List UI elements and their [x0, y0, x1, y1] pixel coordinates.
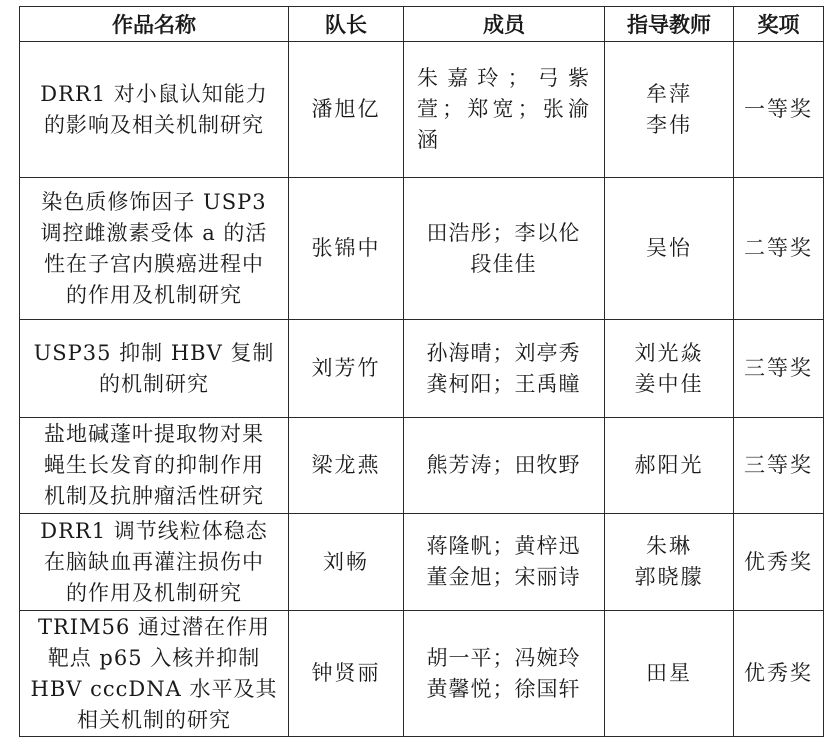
header-row — [20, 7, 824, 42]
members-line: 朱嘉玲；弓紫 — [417, 66, 590, 90]
work-title-line: 蝇生长发育的抑制作用 — [44, 453, 264, 477]
leader-cell: 刘芳竹 — [289, 320, 404, 418]
advisor-line: 姜中佳 — [634, 371, 704, 396]
leader-cell: 刘畅 — [289, 514, 404, 611]
members-cell — [404, 514, 605, 611]
work-title-line: 盐地碱蓬叶提取物对果 — [44, 422, 264, 446]
members-line: 蒋隆帆；黄梓迅 — [426, 534, 581, 558]
members-cell — [404, 418, 605, 514]
members-line: 黄馨悦；徐国轩 — [426, 676, 581, 701]
leader-cell: 钟贤丽 — [289, 611, 404, 737]
work-title-line: 靶点 p65 入核并抑制 — [47, 645, 261, 670]
table-row — [20, 42, 824, 178]
work-title-line: 机制及抗肿瘤活性研究 — [44, 484, 264, 508]
members-line: 萱；郑宽；张渝 — [417, 97, 590, 121]
table-row — [20, 418, 824, 514]
header-award: 奖项 — [734, 7, 824, 42]
awards-table — [19, 6, 824, 737]
advisor-cell — [605, 418, 734, 514]
leader-cell: 梁龙燕 — [289, 418, 404, 514]
members-line: 龚柯阳；王禹瞳 — [426, 371, 581, 396]
work-title-line: 的机制研究 — [99, 371, 209, 396]
award-cell: 三等奖 — [734, 418, 824, 514]
members-line: 董金旭；宋丽诗 — [426, 565, 581, 589]
work-title-cell — [20, 320, 289, 418]
advisor-line: 牟萍 — [646, 81, 692, 106]
advisor-line: 郝阳光 — [634, 453, 704, 477]
work-title-cell — [20, 178, 289, 320]
work-title-line: 在脑缺血再灌注损伤中 — [44, 549, 264, 574]
advisor-cell — [605, 611, 734, 737]
members-line: 段佳佳 — [470, 251, 537, 276]
advisor-cell — [605, 42, 734, 178]
award-cell: 优秀奖 — [734, 514, 824, 611]
award-cell: 三等奖 — [734, 320, 824, 418]
advisor-line: 吴怡 — [646, 236, 692, 260]
advisor-line: 田星 — [646, 661, 692, 685]
work-title-line: 性在子宫内膜癌进程中 — [44, 251, 264, 276]
leader-cell: 张锦中 — [289, 178, 404, 320]
advisor-line: 郭晓朦 — [634, 565, 704, 589]
members-cell — [404, 42, 605, 178]
advisor-cell — [605, 320, 734, 418]
header-work: 作品名称 — [20, 7, 289, 42]
work-title-line: DRR1 对小鼠认知能力 — [40, 81, 268, 106]
work-title-line: USP35 抑制 HBV 复制 — [33, 340, 275, 365]
members-line: 孙海晴；刘亭秀 — [426, 340, 581, 365]
work-title-cell — [20, 42, 289, 178]
table-row — [20, 514, 824, 611]
header-members: 成员 — [404, 7, 605, 42]
award-cell: 二等奖 — [734, 178, 824, 320]
work-title-cell — [20, 611, 289, 737]
table-row — [20, 178, 824, 320]
award-cell: 一等奖 — [734, 42, 824, 178]
members-line: 涵 — [417, 128, 439, 152]
advisor-line: 李伟 — [646, 112, 692, 137]
header-leader: 队长 — [289, 7, 404, 42]
work-title-line: HBV cccDNA 水平及其 — [30, 676, 278, 701]
members-cell — [404, 320, 605, 418]
members-cell — [404, 178, 605, 320]
work-title-cell — [20, 514, 289, 611]
leader-cell: 潘旭亿 — [289, 42, 404, 178]
work-title-line: 的作用及机制研究 — [66, 580, 242, 605]
work-title-line: TRIM56 通过潜在作用 — [37, 614, 270, 639]
advisor-cell — [605, 514, 734, 611]
work-title-line: 相关机制的研究 — [77, 707, 231, 732]
members-cell — [404, 611, 605, 737]
members-line: 田浩彤；李以伦 — [426, 220, 581, 245]
advisor-cell — [605, 178, 734, 320]
work-title-line: 的影响及相关机制研究 — [44, 112, 264, 137]
header-advisor: 指导教师 — [605, 7, 734, 42]
advisor-line: 朱琳 — [646, 534, 692, 558]
work-title-line: DRR1 调节线粒体稳态 — [40, 518, 268, 543]
work-title-line: 调控雌激素受体 a 的活 — [40, 220, 268, 245]
advisor-line: 刘光焱 — [634, 340, 704, 365]
work-title-cell — [20, 418, 289, 514]
work-title-line: 染色质修饰因子 USP3 — [41, 189, 267, 214]
award-cell: 优秀奖 — [734, 611, 824, 737]
table-row — [20, 611, 824, 737]
table-row — [20, 320, 824, 418]
members-line: 胡一平；冯婉玲 — [426, 645, 581, 670]
work-title-line: 的作用及机制研究 — [66, 282, 242, 307]
members-line: 熊芳涛；田牧野 — [426, 453, 581, 477]
